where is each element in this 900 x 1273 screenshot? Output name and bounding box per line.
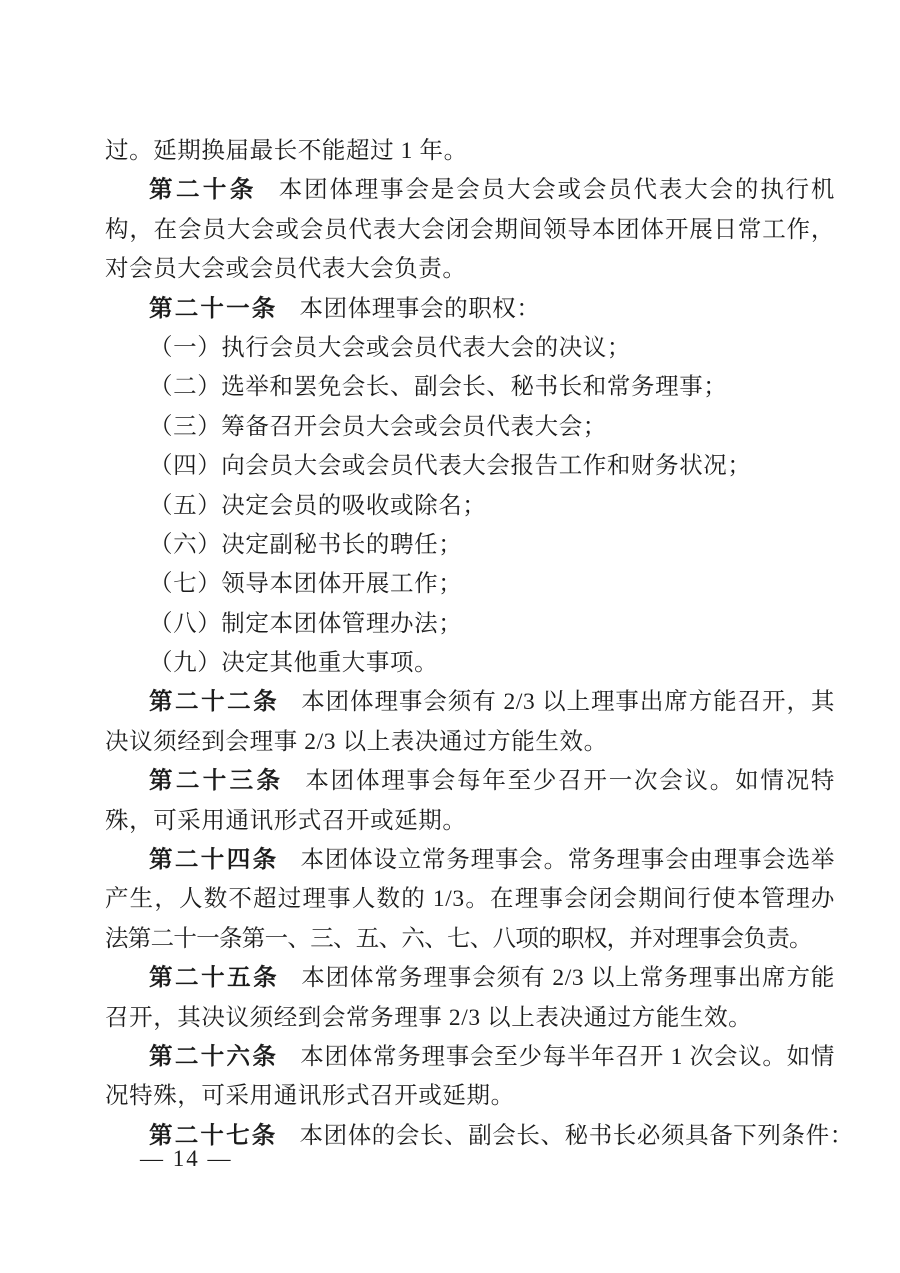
line-text: 召开，其决议须经到会常务理事 2/3 以上表决通过方能生效。 <box>105 1004 753 1031</box>
text-line <box>105 644 835 683</box>
article-number-heading: 第二十七条 <box>149 1122 278 1149</box>
text-line <box>105 1038 835 1077</box>
text-line <box>105 920 835 959</box>
article-number-heading: 第二十一条 <box>149 295 278 322</box>
text-line <box>105 250 835 289</box>
article-number-heading: 第二十三条 <box>149 768 284 795</box>
line-text: 法第二十一条第一、三、五、六、七、八项的职权，并对理事会负责。 <box>105 925 812 952</box>
line-text: 殊，可采用通讯形式召开或延期。 <box>105 807 467 834</box>
page-number: — 14 — <box>140 1146 233 1171</box>
line-text: （七）领导本团体开展工作； <box>149 571 463 598</box>
text-line <box>105 999 835 1038</box>
line-text: 本团体的会长、副会长、秘书长必须具备下列条件： <box>299 1122 854 1149</box>
line-text: （三）筹备召开会员大会或会员代表大会； <box>149 413 607 440</box>
line-text: 本团体设立常务理事会。常务理事会由理事会选举 <box>300 847 836 874</box>
line-text: 构，在会员大会或会员代表大会闭会期间领导本团体开展日常工作， <box>105 216 835 243</box>
text-line <box>105 329 835 368</box>
text-line <box>105 959 835 998</box>
line-text: （八）制定本团体管理办法； <box>149 610 463 637</box>
line-text: （四）向会员大会或会员代表大会报告工作和财务状况； <box>149 453 752 480</box>
text-line <box>105 683 835 722</box>
line-text: （一）执行会员大会或会员代表大会的决议； <box>149 334 631 361</box>
text-line <box>105 171 835 210</box>
line-text: 况特殊，可采用通讯形式召开或延期。 <box>105 1083 515 1110</box>
line-text: 过。延期换届最长不能超过 1 年。 <box>105 138 468 164</box>
line-text: 本团体常务理事会至少每半年召开 1 次会议。如情 <box>300 1043 836 1070</box>
text-line <box>105 1077 835 1116</box>
text-line <box>105 132 835 171</box>
line-text: 决议须经到会理事 2/3 以上表决通过方能生效。 <box>105 728 608 755</box>
text-line <box>105 211 835 250</box>
line-text: 本团体理事会每年至少召开一次会议。如情况特 <box>305 768 836 795</box>
line-text: 产生，人数不超过理事人数的 1/3。在理事会闭会期间行使本管理办 <box>105 886 835 913</box>
line-text: （五）决定会员的吸收或除名； <box>149 492 487 519</box>
article-number-heading: 第二十条 <box>149 177 257 204</box>
article-number-heading: 第二十五条 <box>149 965 280 992</box>
document-body <box>105 132 854 1156</box>
line-text: 本团体理事会是会员大会或会员代表大会的执行机 <box>278 177 835 204</box>
text-line <box>105 368 835 407</box>
line-text: 本团体常务理事会须有 2/3 以上常务理事出席方能 <box>301 965 836 992</box>
article-number-heading: 第二十四条 <box>149 847 279 874</box>
line-text: （六）决定副秘书长的聘任； <box>149 531 463 558</box>
text-line <box>105 447 835 486</box>
text-line <box>105 487 835 526</box>
line-text: 本团体理事会的职权： <box>299 295 541 322</box>
text-line <box>105 880 835 919</box>
text-line <box>105 408 835 447</box>
text-line <box>105 762 835 801</box>
line-text: （九）决定其他重大事项。 <box>149 650 439 677</box>
text-line <box>105 723 835 762</box>
line-text: 对会员大会或会员代表大会负责。 <box>105 256 467 283</box>
line-text: 本团体理事会须有 2/3 以上理事出席方能召开，其 <box>301 689 836 716</box>
line-text: （二）选举和罢免会长、副会长、秘书长和常务理事； <box>149 374 728 401</box>
text-line <box>105 290 835 329</box>
text-line <box>105 802 835 841</box>
text-line <box>105 605 835 644</box>
text-line <box>105 526 835 565</box>
text-line <box>105 841 835 880</box>
article-number-heading: 第二十二条 <box>149 689 280 716</box>
text-line <box>105 565 835 604</box>
article-number-heading: 第二十六条 <box>149 1043 279 1070</box>
